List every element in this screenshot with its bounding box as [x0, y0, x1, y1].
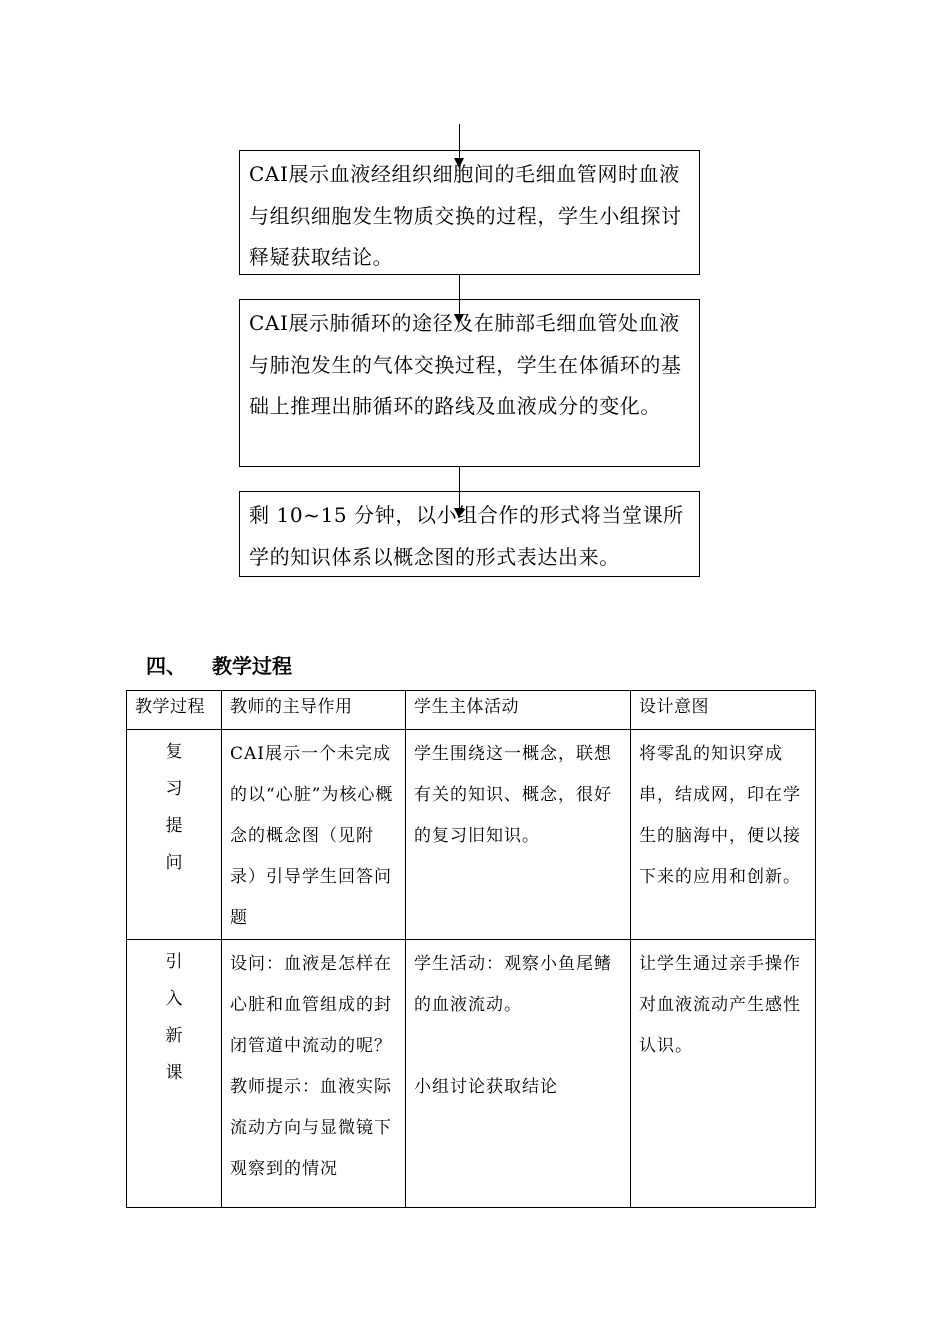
teacher-cell	[222, 940, 406, 1208]
section-number: 四、	[146, 654, 186, 678]
student-activity-text: 学生活动：观察小鱼尾鳍的血液流动。	[414, 954, 612, 1015]
teacher-cell	[222, 730, 406, 940]
flow-step-3	[239, 491, 700, 577]
header-stage: 教学过程	[127, 691, 222, 730]
flow-step-1	[239, 150, 700, 275]
header-student: 学生主体活动	[406, 691, 631, 730]
teaching-process-table	[126, 690, 816, 1208]
teacher-hint-text: 教师提示：血液实际流动方向与显微镜下观察到的情况	[230, 1077, 392, 1179]
stage-cell	[127, 940, 222, 1208]
table-row	[127, 730, 816, 940]
stage-label: 引入新课	[165, 952, 184, 1083]
intent-cell	[631, 940, 816, 1208]
intent-text: 让学生通过亲手操作对血液流动产生感性认识。	[639, 954, 801, 1056]
table-header-row	[127, 691, 816, 730]
teacher-question-text: 设问：血液是怎样在心脏和血管组成的封闭管道中流动的呢？	[230, 954, 392, 1056]
stage-cell	[127, 730, 222, 940]
intent-cell	[631, 730, 816, 940]
flow-step-3-text: 剩 10~15 分钟，以小组合作的形式将当堂课所学的知识体系以概念图的形式表达出来。	[249, 503, 684, 569]
flow-step-2-text: CAI展示肺循环的途径及在肺部毛细血管处血液与肺泡发生的气体交换过程，学生在体循环的基础上推理出肺循环的路线及血液成分的变化。	[249, 311, 682, 418]
stage-label: 复习提问	[165, 742, 184, 873]
student-cell	[406, 940, 631, 1208]
flow-step-1-text: CAI展示血液经组织细胞间的毛细血管网时血液与组织细胞发生物质交换的过程，学生小组探讨释疑获取结论。	[249, 162, 682, 269]
table-row	[127, 940, 816, 1208]
student-text: 学生围绕这一概念，联想有关的知识、概念，很好的复习旧知识。	[414, 744, 612, 846]
student-discussion-text: 小组讨论获取结论	[414, 1077, 558, 1097]
flow-step-2	[239, 299, 700, 467]
teacher-text: CAI展示一个未完成的以“心脏”为核心概念的概念图（见附录）引导学生回答问题	[230, 744, 394, 928]
header-teacher: 教师的主导作用	[222, 691, 406, 730]
student-cell	[406, 730, 631, 940]
intent-text: 将零乱的知识穿成串，结成网，印在学生的脑海中，便以接下来的应用和创新。	[639, 744, 801, 887]
header-intent: 设计意图	[631, 691, 816, 730]
section-title: 教学过程	[212, 654, 292, 678]
section-heading	[146, 650, 292, 679]
